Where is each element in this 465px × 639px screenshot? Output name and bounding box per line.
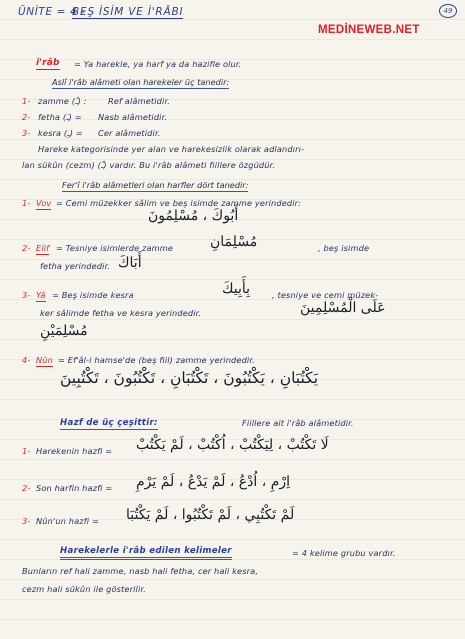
hazf-label-1: Harekenin hazfi =	[36, 446, 113, 456]
vav-arabic: أَبُوكَ ، مُسْلِمُونَ	[148, 208, 239, 224]
asli-item-desc-2: Nasb alâmetidir.	[98, 112, 168, 122]
ya-arabic-1: بِأَبِيكَ	[222, 281, 251, 297]
nun-arabic: يَكْتُبَانِ ، يَكْتُبُونَ ، تَكْتُبَانِ ، تَكْتُبُونَ ، تَكْتُبِينَ	[60, 369, 319, 387]
harekeler-title-tail: = 4 kelime grubu vardır.	[292, 548, 396, 558]
asli-title: Aslî i'râb alâmeti olan harekeler üç tanedir:	[52, 77, 230, 87]
harekeler-line-1: Bunların ref hali zamme, nasb hali fetha, cer hali kesra,	[22, 566, 259, 576]
ya-text-before: = Beş isimde kesra	[52, 290, 134, 300]
irab-definition: = Ya harekle, ya harf ya da hazifle olur.	[74, 59, 242, 69]
hazf-num-3: 3-	[22, 516, 31, 526]
ya-num: 3-	[22, 290, 31, 300]
elif-num: 2-	[22, 243, 31, 253]
vav-label: Vov	[36, 198, 52, 208]
hazf-num-1: 1-	[22, 446, 31, 456]
site-watermark: MEDİNEWEB.NET	[318, 24, 420, 36]
hazf-arabic-3: لَمْ تَكْتُبِي ، لَمْ تَكْتُبُوا ، لَمْ يَكْتُبَا	[126, 507, 295, 523]
asli-item-desc-3: Cer alâmetidir.	[98, 128, 161, 138]
nun-label: Nûn	[36, 355, 53, 365]
unit-label: ÜNİTE = 4 -	[18, 6, 86, 18]
ya-arabic-2: عَلَى الْمُسْلِمِينَ	[300, 300, 386, 316]
hazf-title: Hazf de üç çeşittir:	[60, 418, 158, 428]
asli-item-num-2: 2-	[22, 112, 31, 122]
vav-num: 1-	[22, 198, 31, 208]
hazf-subtitle: Fiillere ait i'râb alâmetidir.	[242, 418, 354, 428]
elif-label: Elif	[36, 243, 50, 253]
hazf-arabic-2: اِرْمِ ، اُدْعُ ، لَمْ يَدْعُ ، لَمْ يَرْمِ	[136, 474, 291, 490]
vav-text: = Cemi müzekker sâlim ve beş isimde zamme yerindedir:	[56, 198, 302, 208]
elif-text-after: , beş isimde	[318, 243, 370, 253]
harekeler-line-2: cezm hali sükûn ile gösterilir.	[22, 584, 146, 594]
hazf-arabic-1: لَا تَكْتُبْ ، لِيَكْتُبْ ، اُكْتُبْ ، لَمْ يَكْتُبْ	[136, 437, 329, 453]
ya-text-line-2: ker sâlimde fetha ve kesra yerindedir.	[40, 308, 202, 318]
hazf-label-2: Son harfin hazfi =	[36, 483, 113, 493]
sukun-note-line-1: Hareke kategorisinde yer alan ve harekesizlik olarak adlandırı-	[38, 144, 305, 154]
page-number: 49	[439, 4, 457, 18]
feri-title: Fer'î i'râb alâmetleri olan harfler dört tanedir:	[62, 180, 249, 190]
harekeler-title: Harekelerle i'râb edilen kelimeler	[60, 546, 232, 560]
asli-item-num-1: 1-	[22, 96, 31, 106]
ya-arabic-3: مُسْلِمَيْنِ	[40, 323, 88, 339]
elif-arabic-1: مُسْلِمَانِ	[210, 234, 258, 250]
hazf-num-2: 2-	[22, 483, 31, 493]
page-title: BEŞ İSİM VE İ'RÂBI	[72, 6, 184, 18]
asli-item-name-2: fetha (ـَ) =	[38, 112, 82, 122]
asli-item-name-3: kesra (ـِ) =	[38, 128, 83, 138]
asli-item-name-1: zamme (ـُ) :	[38, 96, 87, 106]
elif-text-line-2: fetha yerindedir.	[40, 261, 111, 271]
nun-num: 4-	[22, 355, 31, 365]
nun-text: = Ef'âl-i hamse'de (beş fiil) zamme yerindedir.	[58, 355, 255, 365]
hazf-label-3: Nûn'un hazfi =	[36, 516, 99, 526]
asli-item-desc-1: Ref alâmetidir.	[108, 96, 170, 106]
sukun-note-line-2: lan sükûn (cezm) (ـْ) vardır. Bu i'râb alâmeti fiillere özgüdür.	[22, 160, 276, 170]
irab-term: i'râb	[36, 58, 60, 68]
elif-text-before: = Tesniye isimlerde zamme	[56, 243, 174, 253]
asli-item-num-3: 3-	[22, 128, 31, 138]
ya-label: Yâ	[36, 290, 46, 300]
ya-text-after: , tesniye ve cemi müzek-	[272, 290, 379, 300]
elif-arabic-2: أَبَاكَ	[118, 255, 142, 271]
